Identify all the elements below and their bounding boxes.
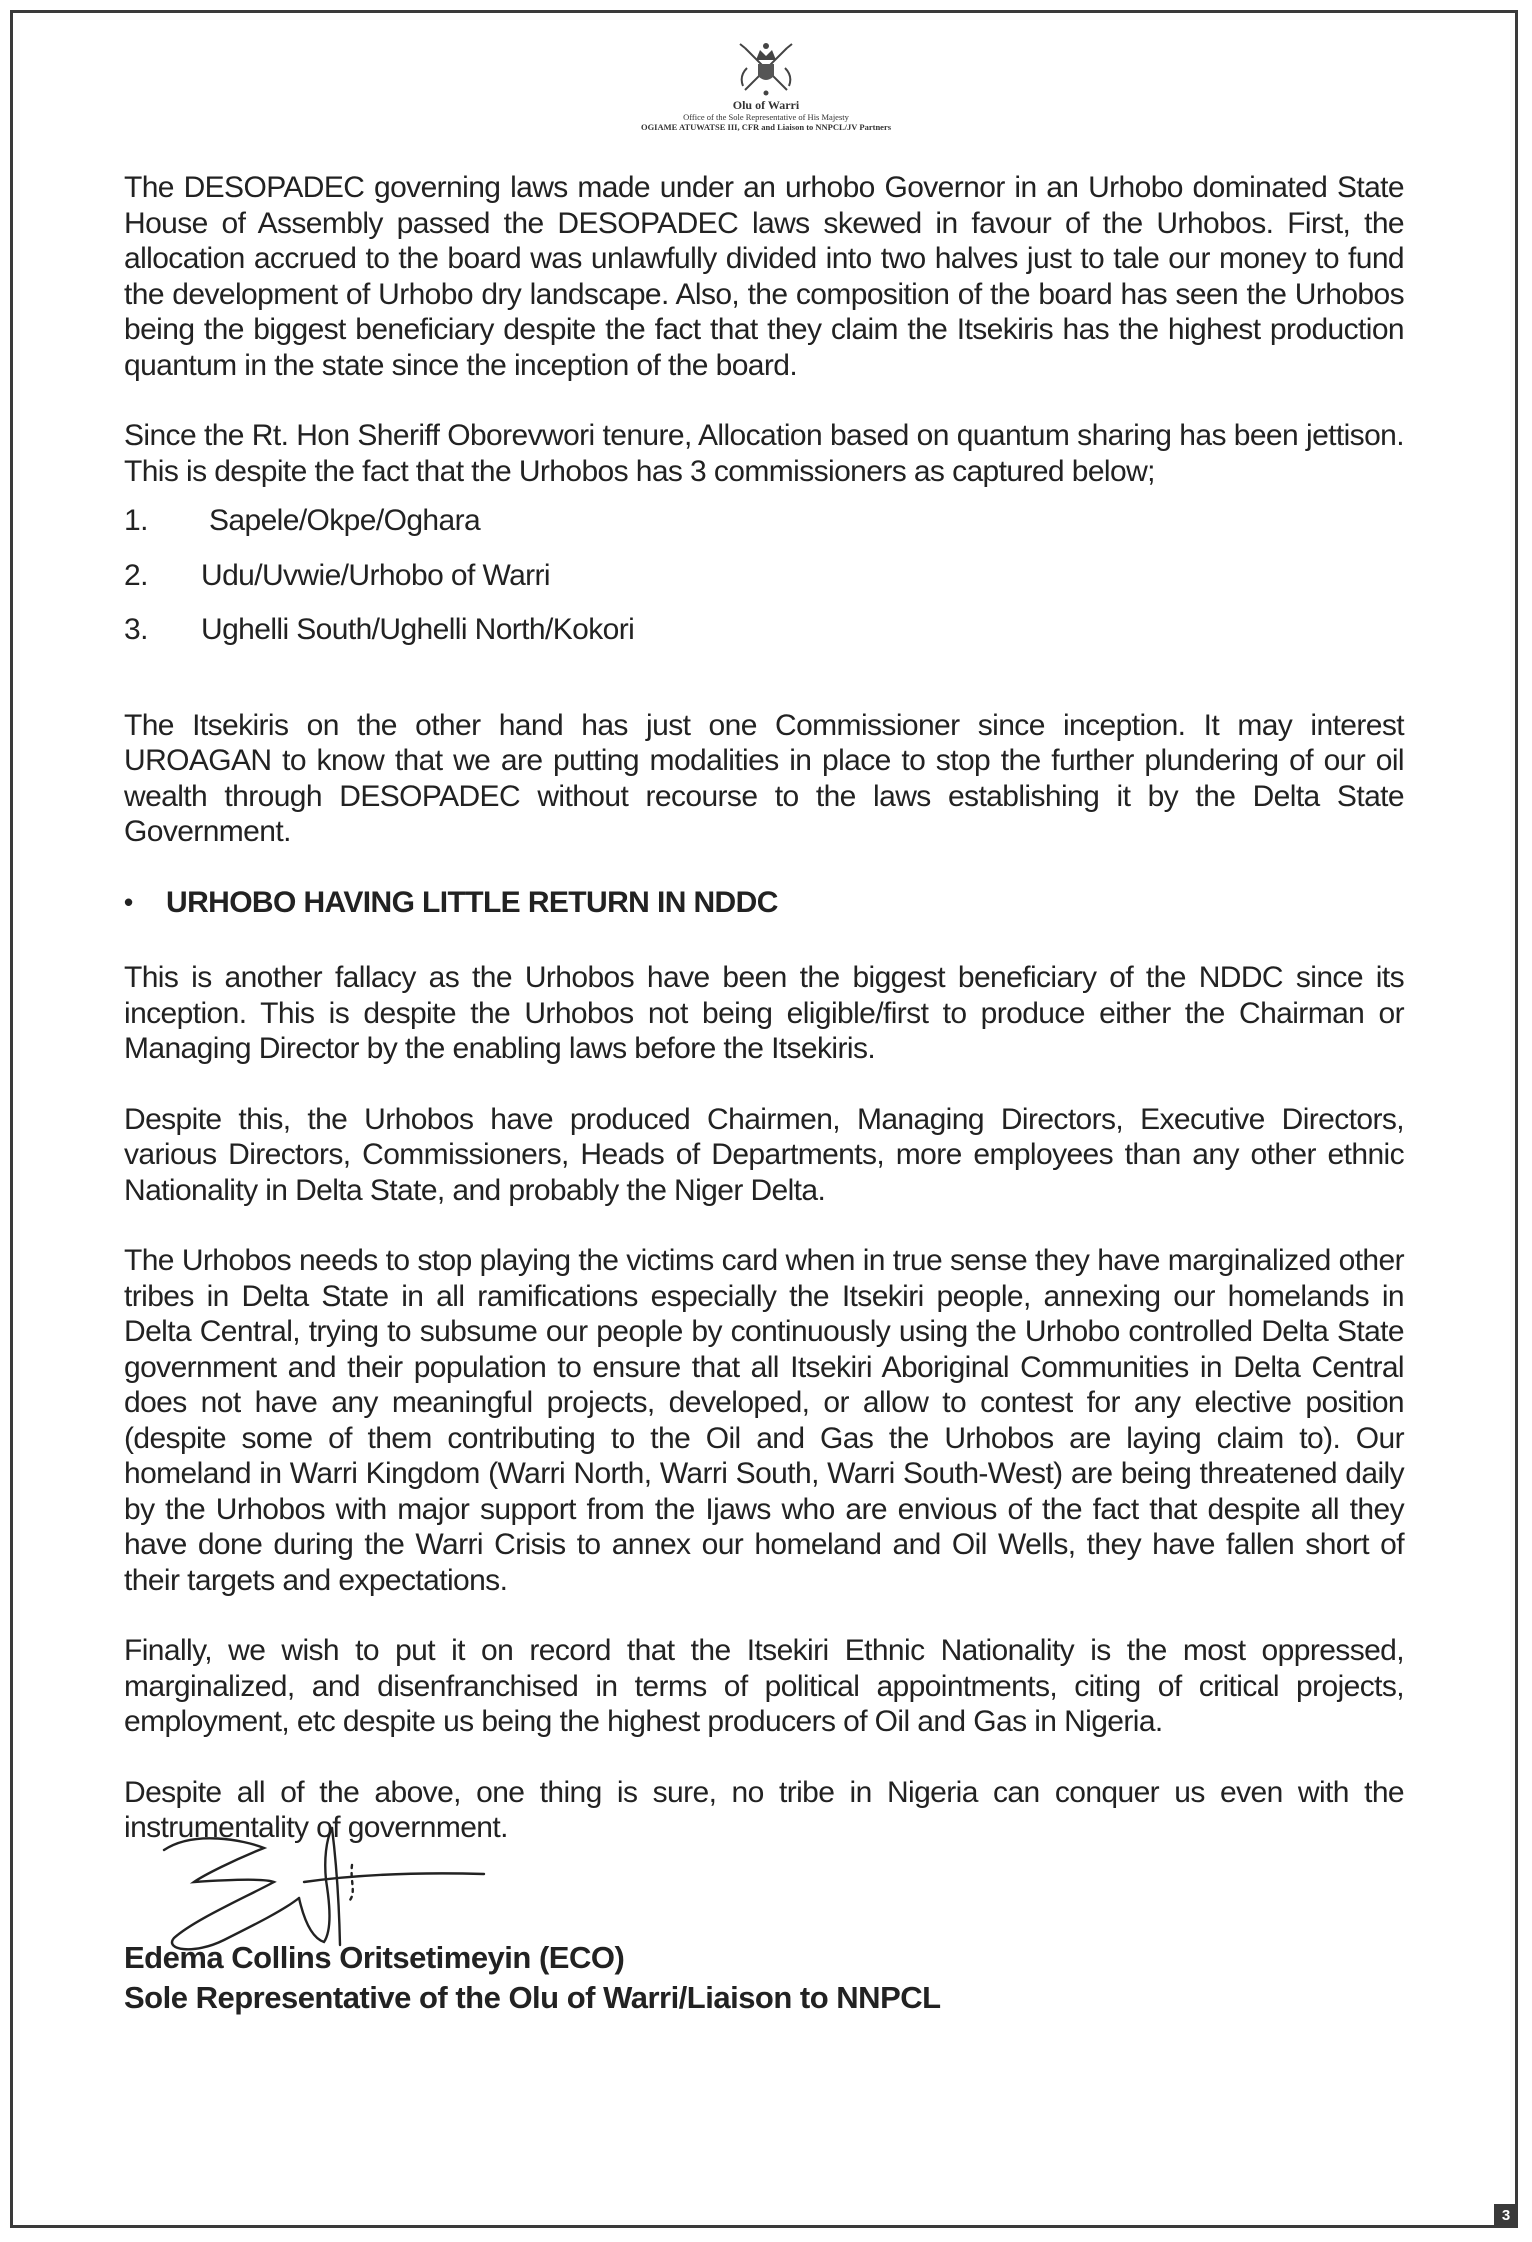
paragraph-allocation: Since the Rt. Hon Sheriff Oborevwori tenure, Allocation based on quantum sharing has been jettison. This is despite the fact that the Urhobos has 3 commissioners as captured below; (124, 419, 1404, 488)
paragraph-urhobo-appointments: Despite this, the Urhobos have produced Chairmen, Managing Directors, Executive Directors, various Directors, Commissioners, Heads of Departments, more employees than any other ethnic Nationality in Delta State, and probably the Niger Delta. (124, 1102, 1404, 1207)
paragraph-itsekiri-commissioner: The Itsekiris on the other hand has just one Commissioner since inception. It may interest UROAGAN to know that we are putting modalities in place to stop the further plundering of our oil wealth through DESOPADEC without recourse to the laws establishing it by the Delta State Government. (124, 708, 1404, 848)
list-item: 2. Udu/Uvwie/Urhobo of Warri (124, 558, 550, 592)
royal-crest-icon (731, 38, 801, 98)
paragraph-victims-card: The Urhobos needs to stop playing the victims card when in true sense they have marginalized other tribes in Delta State in all ramifications especially the Itsekiri people, annexing our homelands in Delta Central, trying to subsume our people by continuously using the Urhobo controlled Delta State government and their population to ensure that all Itsekiri Aboriginal Communities in Delta Central does not have any meaningful projects, developed, or allow to contest for any elective position (despite some of them contributing to the Oil and Gas the Urhobos are laying claim to). Our homeland in Warri Kingdom (Warri North, Warri South, Warri South-West) are being threatened daily by the Urhobos with major support from the Ijaws who are envious of the fact that despite all they have done during the Warri Crisis to annex our homeland and Oil Wells, they have fallen short of their targets and expectations. (124, 1244, 1404, 1597)
paragraph-conclusion: Despite all of the above, one thing is sure, no tribe in Nigeria can conquer us even with the instrumentality of government. (124, 1775, 1404, 1844)
org-name: Olu of Warri (732, 98, 800, 112)
paragraph-desopadec-laws: The DESOPADEC governing laws made under an urhobo Governor in an Urhobo dominated State House of Assembly passed the DESOPADEC laws skewed in favour of the Urhobos. First, the allocation accrued to the board was unlawfully divided into two halves just to tale our money to fund the development of Urhobo dry landscape. Also, the composition of the board has seen the Urhobos being the biggest beneficiary despite the fact that they claim the Itsekiris has the highest production quantum in the state since the inception of the board. (124, 171, 1404, 382)
letterhead (0, 38, 1532, 132)
signature-block (124, 1820, 1024, 2020)
letter-body (124, 170, 1404, 1881)
paragraph-record: Finally, we wish to put it on record that the Itsekiri Ethnic Nationality is the most oppressed, marginalized, and disenfranchised in terms of political appointments, citing of critical projects, employment, etc despite us being the highest producers of Oil and Gas in Nigeria. (124, 1634, 1404, 1738)
org-line-2: OGIAME ATUWATSE III, CFR and Liaison to NNPCL/JV Partners (640, 121, 892, 132)
signatory (124, 1938, 941, 2018)
section-heading-text: URHOBO HAVING LITTLE RETURN IN NDDC (166, 885, 778, 919)
list-item: 1. Sapele/Okpe/Oghara (124, 504, 481, 537)
section-heading (124, 885, 1404, 921)
page-number: 3 (1494, 2204, 1518, 2228)
signatory-name: Edema Collins Oritsetimeyin (ECO) (124, 1940, 625, 1975)
signatory-title: Sole Representative of the Olu of Warri/Liaison to NNPCL (124, 1980, 941, 2015)
paragraph-nddc-fallacy: This is another fallacy as the Urhobos have been the biggest beneficiary of the NDDC since its inception. This is despite the Urhobos not being eligible/first to produce either the Chairman or Managing Director by the enabling laws before the Itsekiris. (124, 961, 1404, 1065)
list-item: 3. Ughelli South/Ughelli North/Kokori (124, 613, 635, 646)
commissioner-list (124, 503, 1404, 648)
bullet-icon: • (124, 886, 133, 917)
org-line-1: Office of the Sole Representative of His Majesty (683, 111, 849, 122)
